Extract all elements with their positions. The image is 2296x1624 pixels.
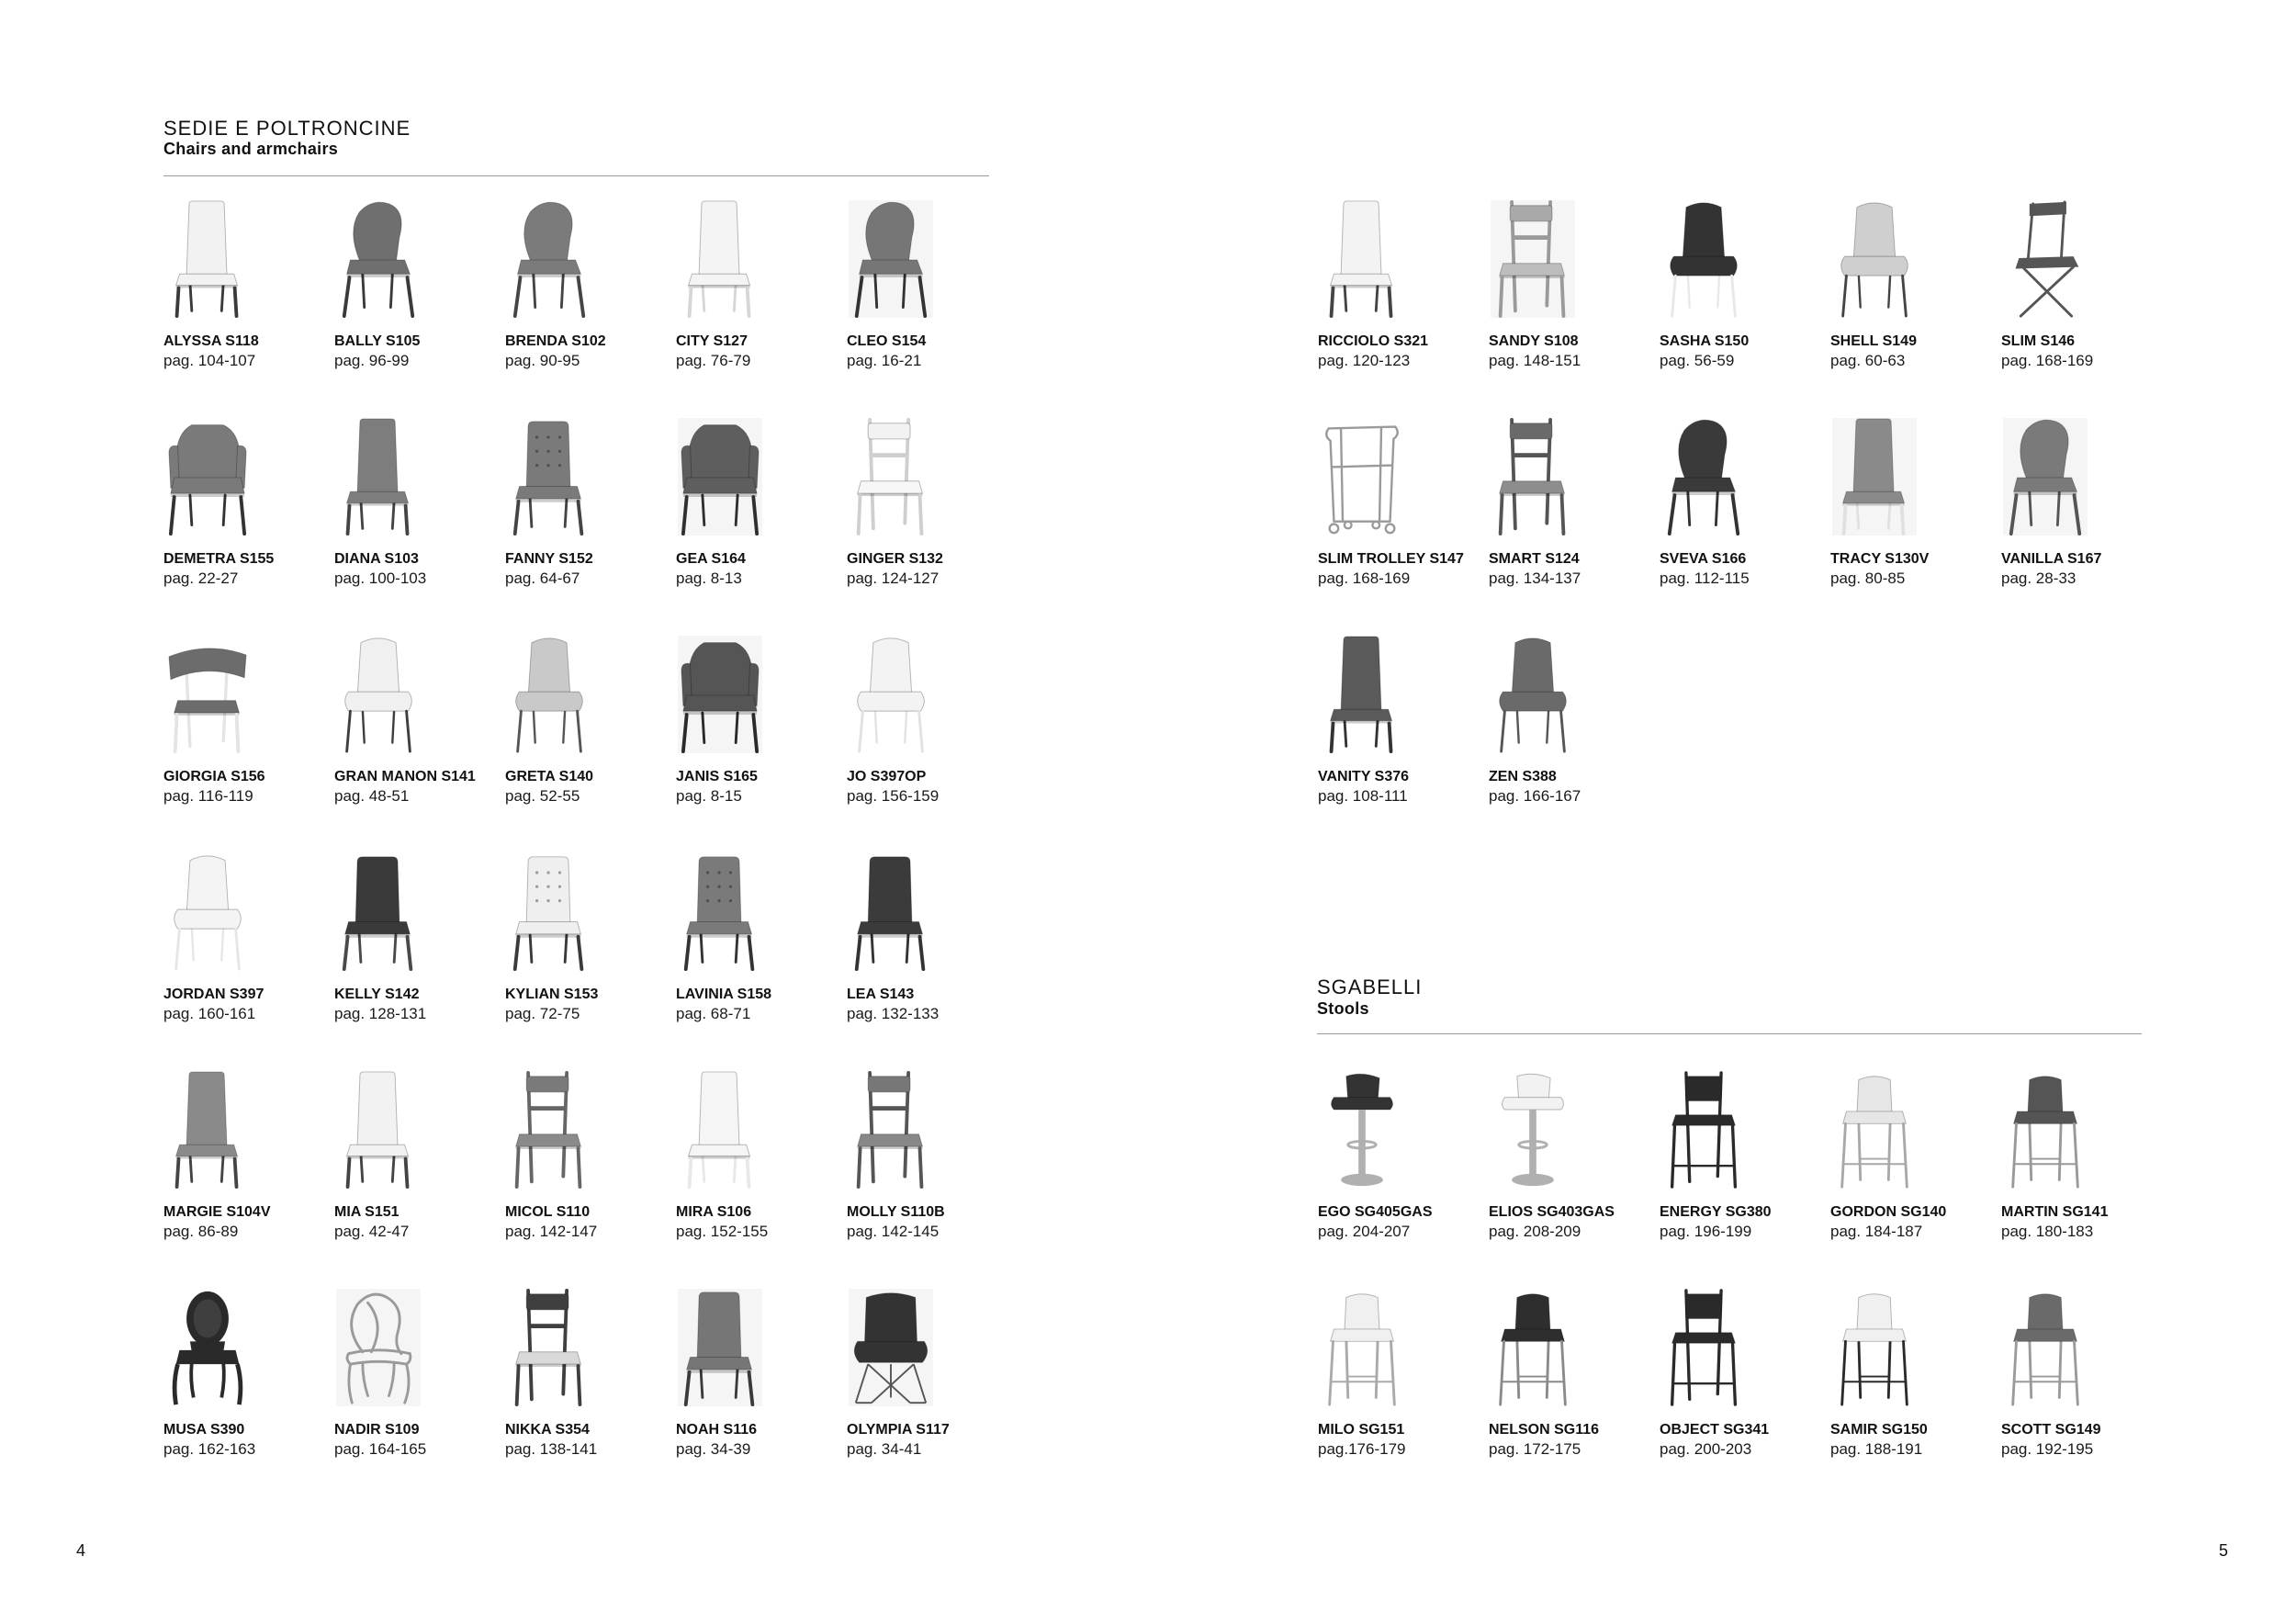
product-card	[1318, 1283, 1489, 1501]
product-image	[163, 848, 334, 986]
stools-section-divider	[1317, 1033, 2142, 1034]
shell-chair-icon	[1489, 636, 1577, 753]
product-image	[505, 1283, 676, 1421]
bar-stool-icon	[2001, 1289, 2089, 1406]
product-page-reference: pag. 128-131	[334, 1005, 427, 1022]
product-card	[676, 1283, 847, 1501]
product-card	[163, 1066, 334, 1283]
product-page-reference: pag. 68-71	[676, 1005, 751, 1022]
product-page-reference: pag. 168-169	[1318, 570, 1411, 587]
side-chair-icon	[676, 1289, 764, 1406]
product-name: SLIM S146	[2001, 333, 2076, 349]
product-name: GRETA S140	[505, 769, 594, 784]
product-card	[676, 1066, 847, 1283]
product-image	[1489, 1283, 1660, 1421]
shell-chair-icon	[334, 636, 422, 753]
product-card	[505, 1283, 676, 1501]
product-image	[1489, 1066, 1660, 1203]
loop-chair-icon	[334, 1289, 422, 1406]
product-image	[2001, 412, 2172, 550]
product-page-reference: pag. 90-95	[505, 352, 580, 369]
product-image	[1318, 195, 1489, 333]
bar-stool-icon	[1318, 1289, 1406, 1406]
product-image	[847, 412, 1018, 550]
product-name: ELIOS SG403GAS	[1489, 1204, 1615, 1220]
product-name: MARTIN SG141	[2001, 1204, 2109, 1220]
round-back-chair-icon	[505, 200, 593, 318]
folding-chair-icon	[2001, 200, 2089, 318]
product-card	[1660, 412, 1830, 630]
shell-chair-icon	[163, 853, 252, 971]
product-card	[1489, 1283, 1660, 1501]
product-page-reference: pag. 138-141	[505, 1440, 598, 1458]
product-name: SAMIR SG150	[1830, 1422, 1928, 1438]
product-image	[163, 1066, 334, 1203]
high-back-chair-icon	[1318, 636, 1406, 753]
product-name: ALYSSA S118	[163, 333, 259, 349]
product-card	[505, 848, 676, 1066]
product-page-reference: pag. 168-169	[2001, 352, 2094, 369]
page-number-right: 5	[2219, 1541, 2229, 1560]
product-image	[2001, 1066, 2172, 1203]
shell-chair-icon	[1830, 200, 1919, 318]
product-card	[1318, 630, 1489, 848]
product-card	[1830, 412, 2001, 630]
product-page-reference: pag. 96-99	[334, 352, 410, 369]
product-image	[163, 630, 334, 768]
product-page-reference: pag. 64-67	[505, 570, 580, 587]
product-page-reference: pag. 156-159	[847, 787, 940, 805]
product-name: NIKKA S354	[505, 1422, 590, 1438]
product-image	[676, 195, 847, 333]
tufted-chair-icon	[676, 853, 764, 971]
product-name: FANNY S152	[505, 551, 593, 567]
medallion-chair-icon	[163, 1289, 252, 1406]
product-name: CLEO S154	[847, 333, 927, 349]
product-card	[847, 1283, 1018, 1501]
product-image	[676, 1283, 847, 1421]
product-name: VANILLA S167	[2001, 551, 2102, 567]
product-name: JANIS S165	[676, 769, 758, 784]
chairs-section-divider	[163, 175, 989, 176]
product-image	[505, 412, 676, 550]
product-card	[334, 1283, 505, 1501]
product-name: NELSON SG116	[1489, 1422, 1600, 1438]
product-name: DIANA S103	[334, 551, 419, 567]
product-card	[676, 412, 847, 630]
product-name: JO S397OP	[847, 769, 927, 784]
product-name: BRENDA S102	[505, 333, 606, 349]
product-image	[1489, 412, 1660, 550]
product-name: VANITY S376	[1318, 769, 1410, 784]
product-name: ZEN S388	[1489, 769, 1557, 784]
product-page-reference: pag. 124-127	[847, 570, 940, 587]
product-name: NADIR S109	[334, 1422, 420, 1438]
product-name: TRACY S130V	[1830, 551, 1930, 567]
wooden-chair-icon	[505, 1289, 593, 1406]
bar-stool-icon	[1830, 1071, 1919, 1189]
product-page-reference: pag. 152-155	[676, 1223, 769, 1240]
product-page-reference: pag. 162-163	[163, 1440, 256, 1458]
round-back-chair-icon	[847, 200, 935, 318]
product-name: RICCIOLO S321	[1318, 333, 1429, 349]
product-card	[1318, 412, 1489, 630]
product-name: GINGER S132	[847, 551, 943, 567]
product-image	[676, 848, 847, 986]
wooden-chair-icon	[1489, 418, 1577, 536]
product-page-reference: pag. 76-79	[676, 352, 751, 369]
product-name: GEA S164	[676, 551, 746, 567]
product-card	[1830, 1283, 2001, 1501]
product-image	[676, 1066, 847, 1203]
high-back-chair-icon	[163, 200, 252, 318]
product-card	[334, 630, 505, 848]
high-back-chair-icon	[1318, 200, 1406, 318]
round-back-chair-icon	[334, 200, 422, 318]
product-name: SANDY S108	[1489, 333, 1579, 349]
page-number-left: 4	[76, 1541, 86, 1560]
product-page-reference: pag. 56-59	[1660, 352, 1735, 369]
product-name: GORDON SG140	[1830, 1204, 1947, 1220]
product-name: SVEVA S166	[1660, 551, 1747, 567]
product-name: NOAH S116	[676, 1422, 758, 1438]
product-card	[676, 195, 847, 412]
product-card	[1830, 195, 2001, 412]
product-image	[847, 630, 1018, 768]
product-card	[1830, 1066, 2001, 1283]
product-page-reference: pag. 200-203	[1660, 1440, 1752, 1458]
wire-base-chair-icon	[847, 1289, 935, 1406]
product-card	[163, 848, 334, 1066]
bar-stool-icon	[2001, 1071, 2089, 1189]
product-card	[1318, 195, 1489, 412]
chairs-section-title: SEDIE E POLTRONCINE	[163, 117, 411, 140]
gas-stool-icon	[1318, 1071, 1406, 1189]
side-chair-icon	[334, 853, 422, 971]
product-image	[1660, 412, 1830, 550]
product-card	[1489, 412, 1660, 630]
trolley-icon	[1318, 418, 1406, 536]
product-card	[1660, 1283, 1830, 1501]
product-image	[1318, 412, 1489, 550]
product-page-reference: pag. 34-41	[847, 1440, 922, 1458]
product-image	[334, 1283, 505, 1421]
chairs-section-subtitle: Chairs and armchairs	[163, 140, 339, 158]
product-card	[163, 195, 334, 412]
product-card	[2001, 1283, 2172, 1501]
high-back-bar-stool-icon	[1660, 1071, 1748, 1189]
product-card	[334, 848, 505, 1066]
product-card	[1489, 195, 1660, 412]
product-image	[505, 1066, 676, 1203]
product-page-reference: pag. 72-75	[505, 1005, 580, 1022]
product-card	[163, 630, 334, 848]
product-page-reference: pag. 48-51	[334, 787, 410, 805]
product-image	[334, 630, 505, 768]
product-image	[676, 630, 847, 768]
product-page-reference: pag. 204-207	[1318, 1223, 1411, 1240]
product-name: JORDAN S397	[163, 987, 264, 1002]
product-page-reference: pag. 42-47	[334, 1223, 410, 1240]
shell-chair-icon	[505, 636, 593, 753]
product-card	[847, 195, 1018, 412]
product-page-reference: pag. 116-119	[163, 787, 253, 805]
chairs-grid	[163, 195, 1018, 1501]
armchair-icon	[676, 418, 764, 536]
wooden-chair-icon	[847, 418, 935, 536]
product-card	[1318, 1066, 1489, 1283]
high-back-bar-stool-icon	[1660, 1289, 1748, 1406]
product-name: MICOL S110	[505, 1204, 591, 1220]
product-name: GIORGIA S156	[163, 769, 265, 784]
product-page-reference: pag. 164-165	[334, 1440, 427, 1458]
product-card	[847, 1066, 1018, 1283]
product-card	[2001, 1066, 2172, 1283]
product-image	[163, 412, 334, 550]
product-page-reference: pag. 142-145	[847, 1223, 940, 1240]
product-card	[2001, 195, 2172, 412]
product-image	[1830, 412, 2001, 550]
product-image	[1489, 195, 1660, 333]
product-image	[163, 195, 334, 333]
product-page-reference: pag. 134-137	[1489, 570, 1581, 587]
product-page-reference: pag. 34-39	[676, 1440, 751, 1458]
tufted-chair-icon	[505, 418, 593, 536]
product-page-reference: pag. 22-27	[163, 570, 239, 587]
product-page-reference: pag. 184-187	[1830, 1223, 1923, 1240]
product-page-reference: pag. 8-15	[676, 787, 742, 805]
product-page-reference: pag. 148-151	[1489, 352, 1581, 369]
product-name: LAVINIA S158	[676, 987, 772, 1002]
product-name: KYLIAN S153	[505, 987, 599, 1002]
wooden-chair-icon	[847, 1071, 935, 1189]
product-card	[163, 1283, 334, 1501]
product-page-reference: pag. 160-161	[163, 1005, 256, 1022]
product-page-reference: pag. 104-107	[163, 352, 256, 369]
product-card	[1660, 195, 1830, 412]
product-name: MIA S151	[334, 1204, 400, 1220]
product-card	[505, 630, 676, 848]
product-card	[847, 630, 1018, 848]
product-name: SLIM TROLLEY S147	[1318, 551, 1464, 567]
high-back-chair-icon	[676, 200, 764, 318]
product-image	[334, 412, 505, 550]
product-image	[847, 195, 1018, 333]
product-image	[1318, 1066, 1489, 1203]
product-card	[505, 1066, 676, 1283]
product-name: SCOTT SG149	[2001, 1422, 2101, 1438]
product-card	[1489, 630, 1660, 848]
round-back-chair-icon	[2001, 418, 2089, 536]
product-image	[1660, 1066, 1830, 1203]
product-name: OLYMPIA S117	[847, 1422, 950, 1438]
product-name: MARGIE S104V	[163, 1204, 271, 1220]
stools-section-title: SGABELLI	[1317, 976, 1423, 998]
product-page-reference: pag.176-179	[1318, 1440, 1406, 1458]
high-back-chair-icon	[676, 1071, 764, 1189]
bar-stool-icon	[1830, 1289, 1919, 1406]
product-name: MIRA S106	[676, 1204, 752, 1220]
product-page-reference: pag. 86-89	[163, 1223, 239, 1240]
product-card	[847, 848, 1018, 1066]
product-page-reference: pag. 132-133	[847, 1005, 940, 1022]
product-card	[1489, 1066, 1660, 1283]
tufted-chair-icon	[505, 853, 593, 971]
gas-stool-icon	[1489, 1071, 1577, 1189]
product-image	[1830, 1066, 2001, 1203]
chairs-grid-continued	[1318, 195, 2172, 848]
product-name: ENERGY SG380	[1660, 1204, 1772, 1220]
product-image	[1830, 195, 2001, 333]
product-page-reference: pag. 80-85	[1830, 570, 1906, 587]
product-page-reference: pag. 100-103	[334, 570, 427, 587]
product-page-reference: pag. 8-13	[676, 570, 742, 587]
product-page-reference: pag. 192-195	[2001, 1440, 2094, 1458]
shell-chair-icon	[1660, 200, 1748, 318]
product-page-reference: pag. 108-111	[1318, 787, 1408, 805]
product-name: LEA S143	[847, 987, 915, 1002]
product-name: SHELL S149	[1830, 333, 1917, 349]
product-card	[847, 412, 1018, 630]
product-name: KELLY S142	[334, 987, 420, 1002]
product-name: BALLY S105	[334, 333, 421, 349]
product-name: MILO SG151	[1318, 1422, 1405, 1438]
product-card	[505, 412, 676, 630]
product-card	[163, 412, 334, 630]
product-card	[676, 630, 847, 848]
product-page-reference: pag. 16-21	[847, 352, 922, 369]
product-image	[163, 1283, 334, 1421]
product-name: EGO SG405GAS	[1318, 1204, 1433, 1220]
product-image	[334, 1066, 505, 1203]
product-image	[505, 195, 676, 333]
product-page-reference: pag. 60-63	[1830, 352, 1906, 369]
product-page-reference: pag. 142-147	[505, 1223, 598, 1240]
product-page-reference: pag. 52-55	[505, 787, 580, 805]
product-card	[2001, 412, 2172, 630]
product-image	[505, 848, 676, 986]
high-back-chair-icon	[1830, 418, 1919, 536]
product-name: SASHA S150	[1660, 333, 1750, 349]
product-name: DEMETRA S155	[163, 551, 275, 567]
product-image	[2001, 195, 2172, 333]
product-image	[847, 848, 1018, 986]
curved-back-chair-icon	[163, 636, 252, 753]
product-name: GRAN MANON S141	[334, 769, 476, 784]
product-page-reference: pag. 166-167	[1489, 787, 1581, 805]
stools-grid	[1318, 1066, 2172, 1501]
product-image	[2001, 1283, 2172, 1421]
product-name: MUSA S390	[163, 1422, 245, 1438]
round-back-chair-icon	[1660, 418, 1748, 536]
product-name: SMART S124	[1489, 551, 1580, 567]
product-image	[676, 412, 847, 550]
product-image	[1660, 195, 1830, 333]
high-back-chair-icon	[334, 1071, 422, 1189]
product-image	[334, 195, 505, 333]
product-image	[1660, 1283, 1830, 1421]
product-page-reference: pag. 208-209	[1489, 1223, 1581, 1240]
product-card	[334, 195, 505, 412]
high-back-chair-icon	[334, 418, 422, 536]
side-chair-icon	[847, 853, 935, 971]
product-page-reference: pag. 28-33	[2001, 570, 2077, 587]
product-name: CITY S127	[676, 333, 748, 349]
armchair-icon	[163, 418, 252, 536]
product-image	[847, 1283, 1018, 1421]
product-page-reference: pag. 188-191	[1830, 1440, 1923, 1458]
wooden-chair-icon	[505, 1071, 593, 1189]
product-image	[505, 630, 676, 768]
product-image	[1830, 1283, 2001, 1421]
product-name: MOLLY S110B	[847, 1204, 945, 1220]
product-image	[1489, 630, 1660, 768]
product-image	[1318, 630, 1489, 768]
product-card	[676, 848, 847, 1066]
shell-chair-icon	[847, 636, 935, 753]
product-page-reference: pag. 180-183	[2001, 1223, 2094, 1240]
product-page-reference: pag. 196-199	[1660, 1223, 1752, 1240]
product-name: OBJECT SG341	[1660, 1422, 1770, 1438]
bar-stool-icon	[1489, 1289, 1577, 1406]
high-back-chair-icon	[163, 1071, 252, 1189]
product-page-reference: pag. 112-115	[1660, 570, 1750, 587]
product-image	[334, 848, 505, 986]
product-image	[847, 1066, 1018, 1203]
product-page-reference: pag. 120-123	[1318, 352, 1411, 369]
product-image	[1318, 1283, 1489, 1421]
stools-section-subtitle: Stools	[1317, 999, 1369, 1018]
product-card	[334, 1066, 505, 1283]
product-card	[505, 195, 676, 412]
wooden-chair-icon	[1489, 200, 1577, 318]
armchair-icon	[676, 636, 764, 753]
product-card	[1660, 1066, 1830, 1283]
product-page-reference: pag. 172-175	[1489, 1440, 1581, 1458]
product-card	[334, 412, 505, 630]
